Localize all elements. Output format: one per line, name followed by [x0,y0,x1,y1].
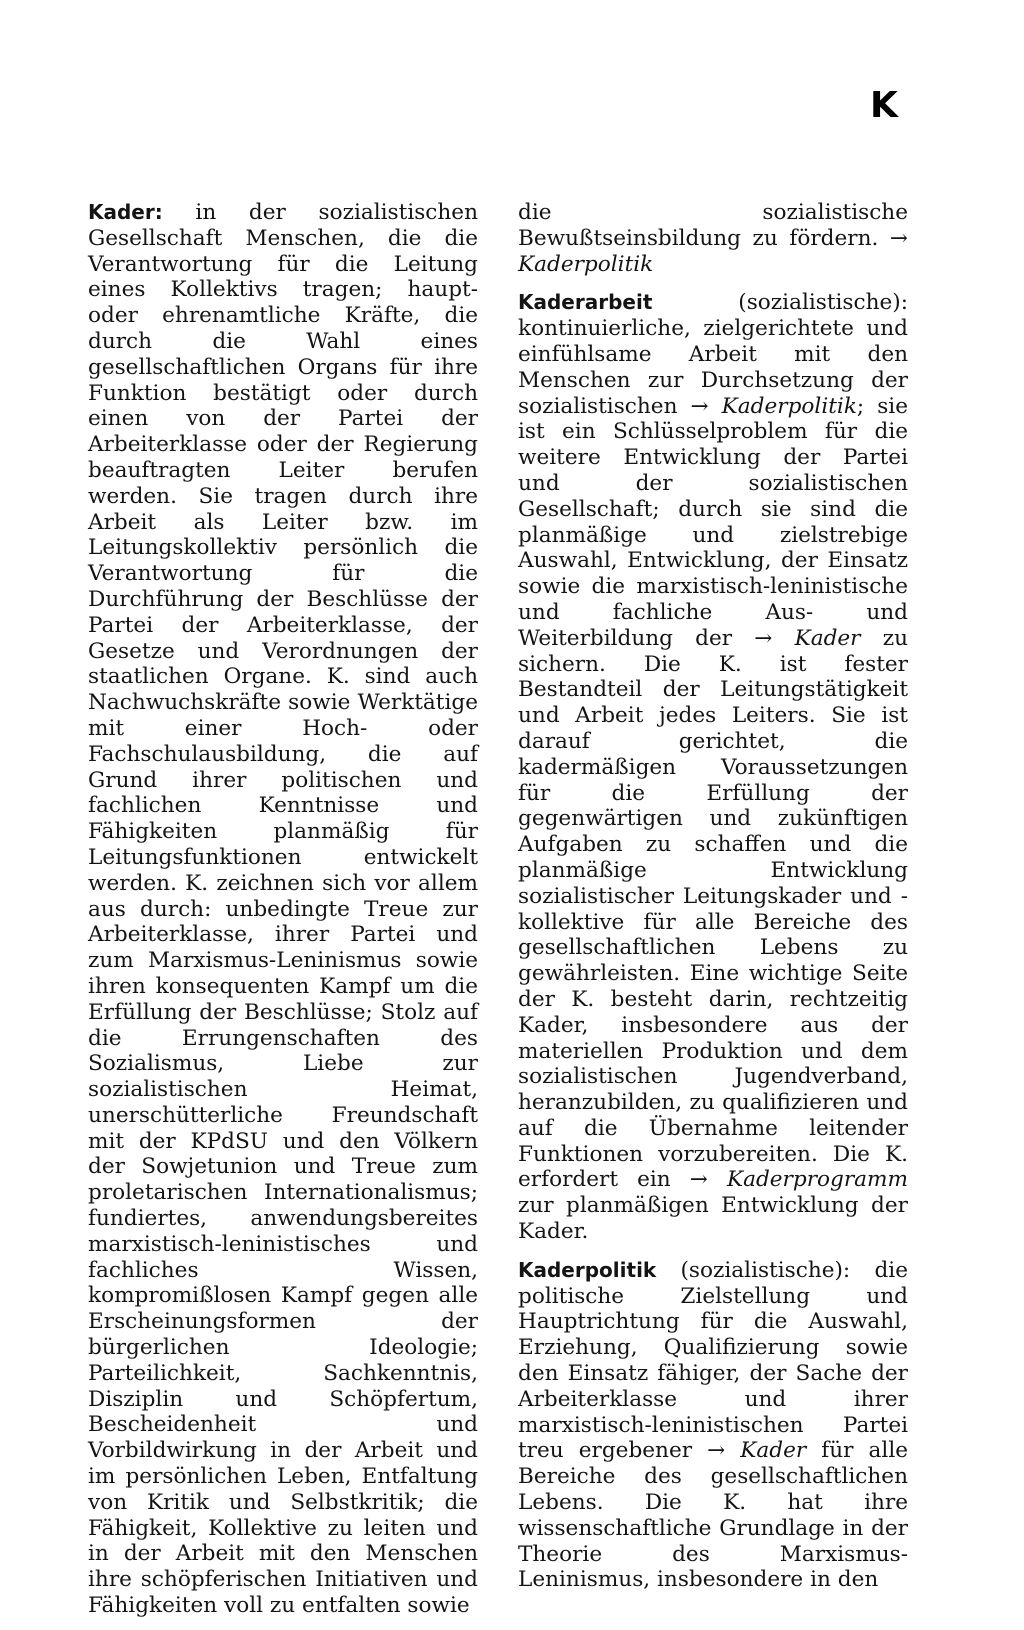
entry-kaderarbeit [518,290,908,1244]
entry-text: ; sie ist ein Schlüsselproblem für die weitere Entwicklung der Partei und der sozialistischen Gesellschaft; durch sie sind die planmäßige und zielstrebige Auswahl, Entwicklung, der Einsatz sowie die marxistisch-leninistische und fachliche Aus- und Weiterbildung der [518,393,908,651]
entry-kader-continued [518,200,908,277]
page-section-letter: K [870,85,898,126]
entry-text: in der sozialistischen Gesellschaft Menschen, die die Verantwortung für die Leitung eines Kollektivs tragen; haupt- oder ehrenamtliche Kräfte, die durch die Wahl eines gesellschaftlichen Organs für ihre Funktion bestätigt oder durch einen von der Partei der Arbeiterklasse oder der Regierung beauftragten Leiter berufen werden. Sie tragen durch ihre Arbeit als Leiter bzw. im Leitungskollektiv persönlich die Verantwortung für die Durchführung der Beschlüsse der Partei der Arbeiterklasse, der Gesetze und Verordnungen der staatlichen Organe. K. sind auch Nachwuchskräfte sowie Werktätige mit einer Hoch- oder Fachschulausbildung, die auf Grund ihrer politischen und fachlichen Kenntnisse und Fähigkeiten planmäßig für Leitungsfunktionen entwickelt werden. K. zeichnen sich vor allem aus durch: unbedingte Treue zur Arbeiterklasse, ihrer Partei und zum Marxismus-Leninismus sowie ihren konsequenten Kampf um die Erfüllung der Beschlüsse; Stolz auf die Errungenschaften des Sozialismus, Liebe zur sozialistischen Heimat, unerschütterliche Freundschaft mit der KPdSU und den Völkern der Sowjetunion und Treue zum proletarischen Internationalismus; fundiertes, anwendungsbereites marxistisch-leninistisches und fachliches Wissen, kompromißlosen Kampf gegen alle Erscheinungsformen der bürgerlichen Ideologie; Parteilichkeit, Sachkenntnis, Disziplin und Schöpfertum, Bescheidenheit und Vorbildwirkung in der Arbeit und im persönlichen Leben, Entfaltung von Kritik und Selbstkritik; die Fähigkeit, Kollektive zu leiten und in der Arbeit mit den Menschen ihre schöpferischen Initiativen und Fähigkeiten voll zu entfalten sowie [88,200,478,1619]
cross-reference: Kader [725,1438,807,1464]
entry-text: die sozialistische Bewußtseinsbildung zu fördern. [518,200,908,251]
entry-term: Kader: [88,200,163,224]
entry-kaderpolitik [518,1258,908,1593]
cross-reference: Kaderpolitik [708,393,857,419]
cross-reference: Kader [772,625,861,651]
cross-reference: Kaderprogramm [707,1167,909,1193]
cross-reference-arrow-icon: → [690,393,709,419]
cross-reference-arrow-icon: → [889,225,908,251]
entry-term: Kaderarbeit [518,290,653,315]
cross-reference: Kaderpolitik [518,251,654,277]
cross-reference-arrow-icon: → [707,1438,726,1464]
entry-text: (sozialistische): kontinuierliche, zielgerichtete und einfühlsame Arbeit mit den Menschen zur Durchsetzung der sozialistischen [518,290,908,419]
left-column [88,200,478,1619]
entry-text: für alle Bereiche des gesellschaftlichen Lebens. Die K. hat ihre wissenschaftliche Grundlage in der Theorie des Marxismus-Leninismus, insbesondere in den [518,1438,909,1593]
entry-text: zu sichern. Die K. ist fester Bestandteil der Leitungstätigkeit und Arbeit jedes Leiters. Sie ist darauf gerichtet, die kadermäßigen Voraussetzungen für die Erfüllung der gegenwärtigen und zukünftigen Aufgaben zu schaffen und die planmäßige Entwicklung sozialistischer Leitungskader und -kollektive für alle Bereiche des gesellschaftlichen Lebens zu gewährleisten. Eine wichtige Seite der K. besteht darin, rechtzeitig Kader, insbesondere aus der materiellen Produktion und dem sozialistischen Jugendverband, heranzubilden, zu qualifizieren und auf die Übernahme leitender Funktionen vorzubereiten. Die K. erfordert ein [518,625,908,1193]
entry-kader [88,200,478,1619]
entry-text: (sozialistische): die politische Zielstellung und Hauptrichtung für die Auswahl, Erziehung, Qualifizierung sowie den Einsatz fähiger, der Sache der Arbeiterklasse und ihrer marxistisch-leninistischen Partei treu ergebener [518,1257,908,1464]
cross-reference-arrow-icon: → [754,625,773,651]
cross-reference-arrow-icon: → [689,1167,708,1193]
entry-term: Kaderpolitik [518,1257,657,1282]
entry-text: zur planmäßigen Entwicklung der Kader. [518,1193,908,1245]
right-column [518,200,908,1593]
